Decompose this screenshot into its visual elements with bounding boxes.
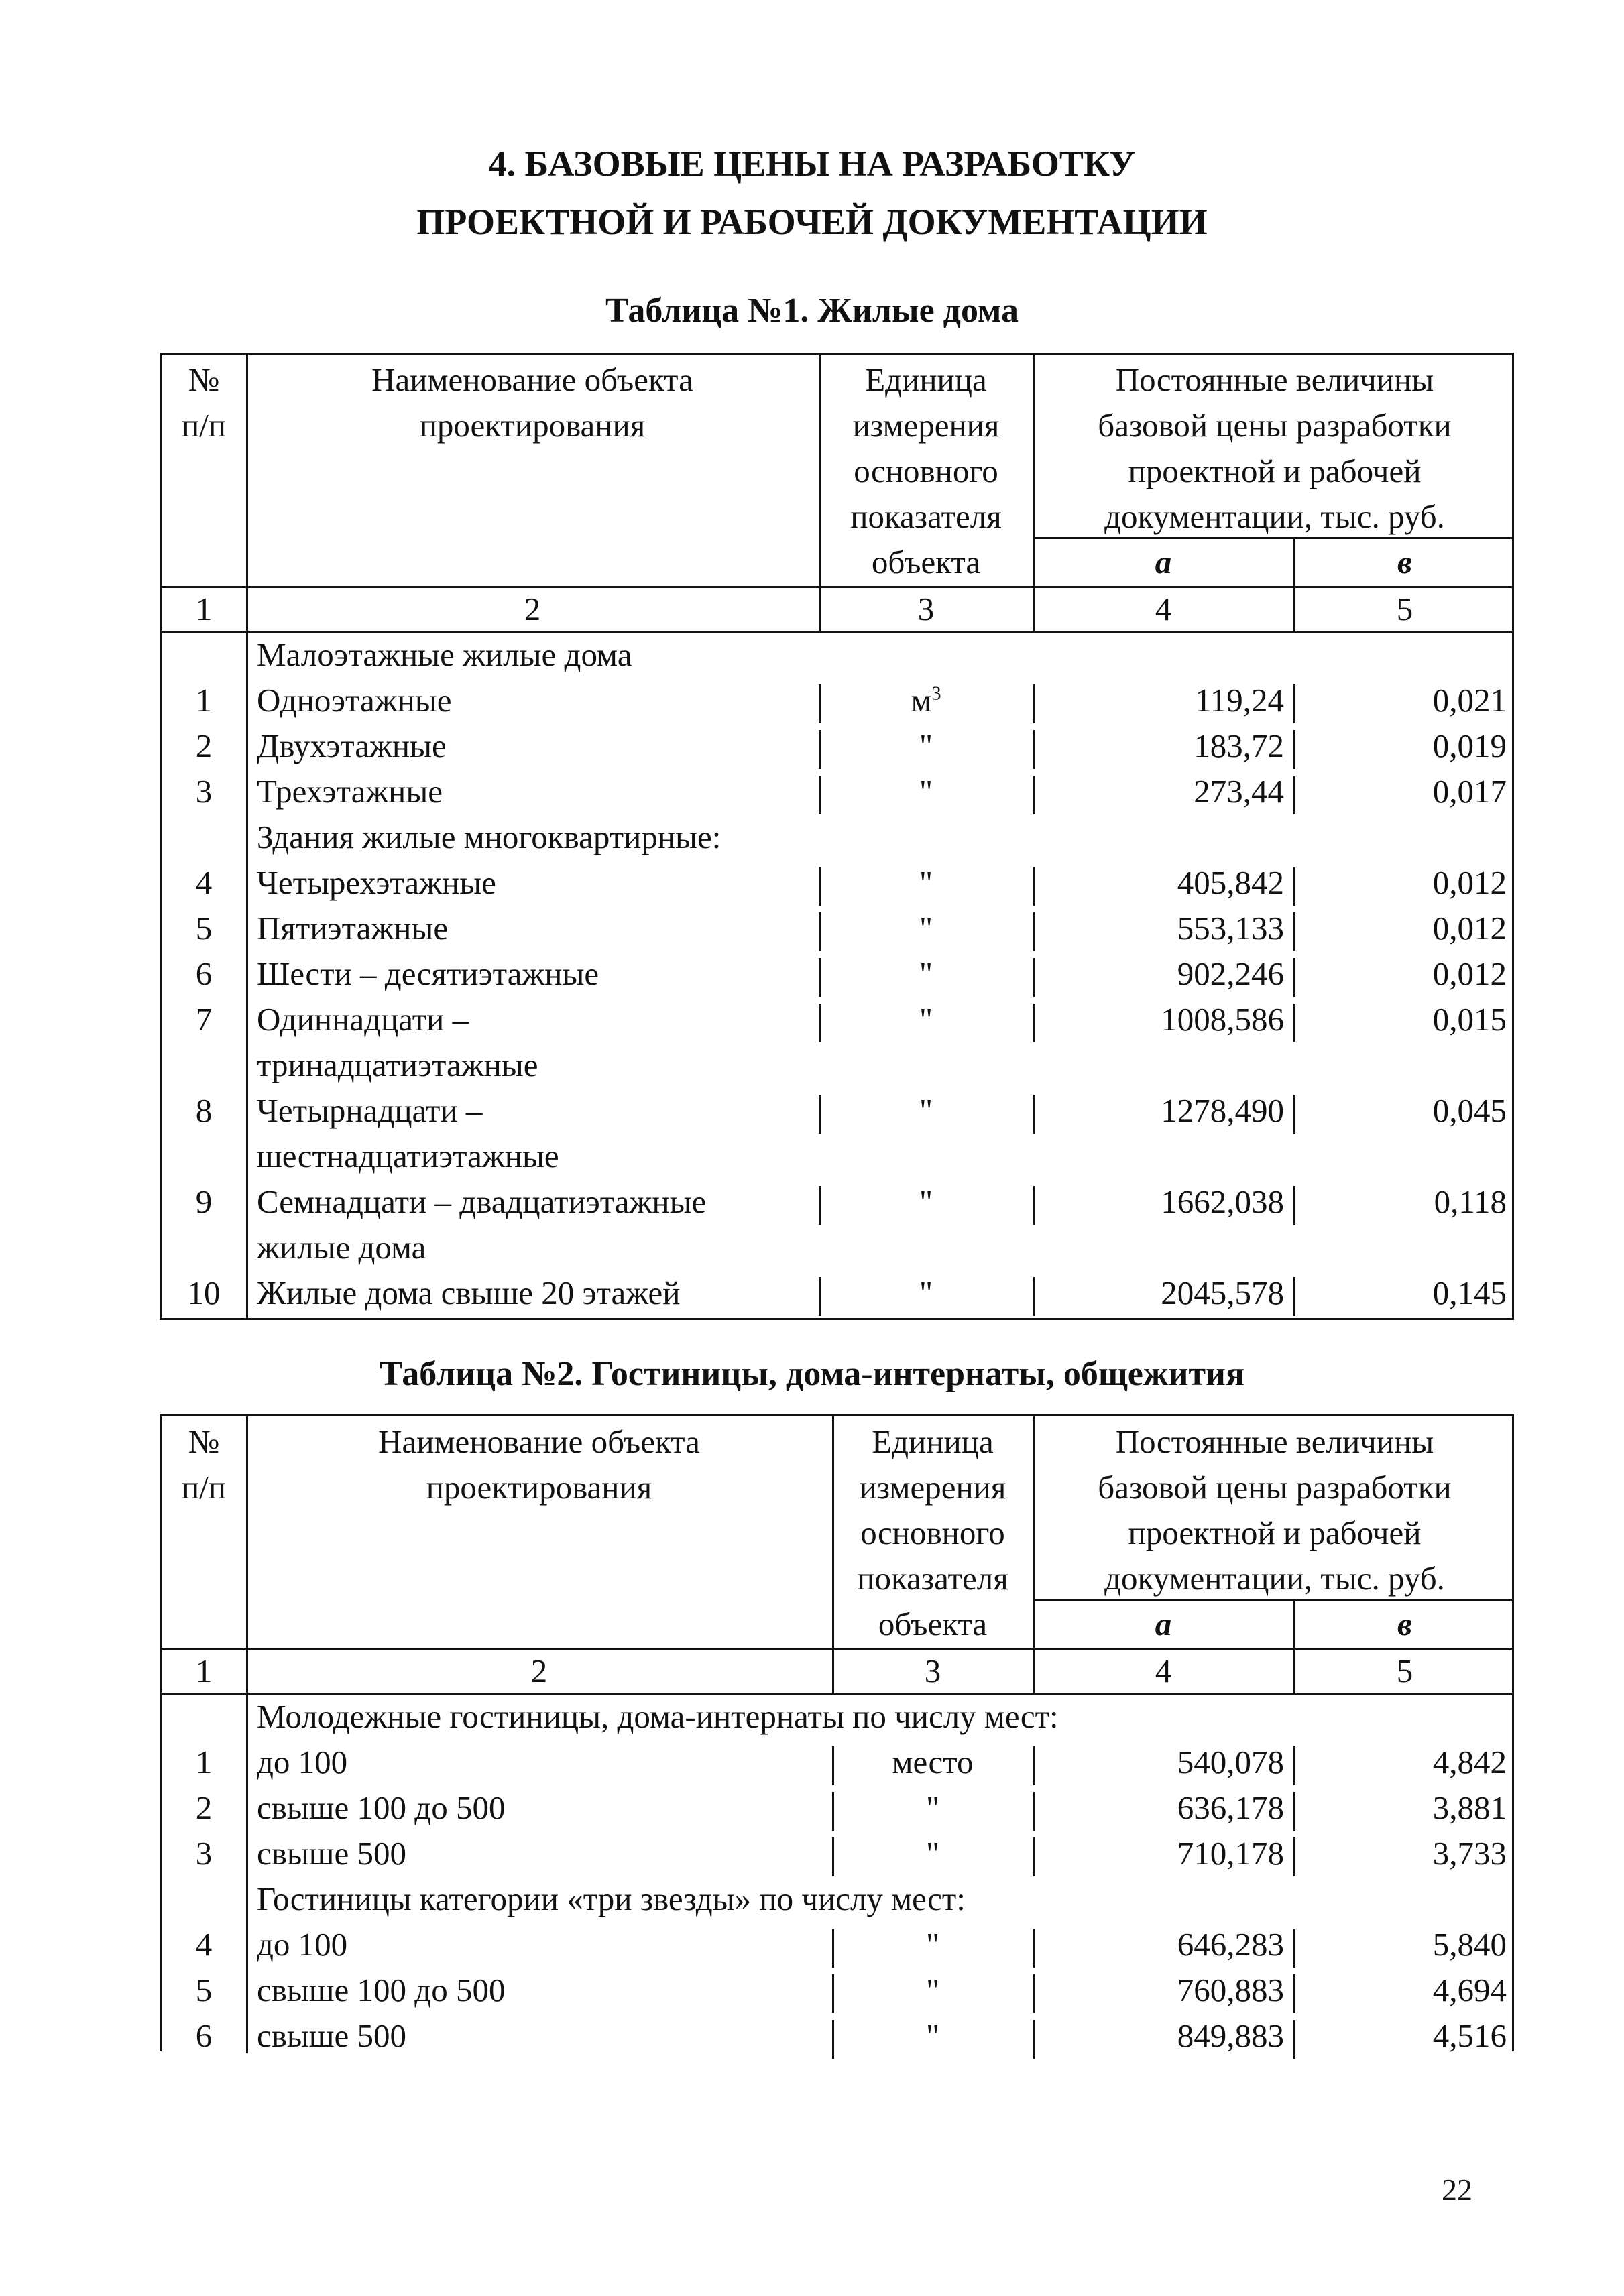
row-number: 8 <box>195 1092 213 1129</box>
row-value-b: 4,694 <box>1432 1972 1507 2008</box>
row-name: Двухэтажные <box>257 727 447 764</box>
unit-value: " <box>925 1926 939 1963</box>
row-value-a: 1278,490 <box>1161 1092 1284 1129</box>
row-name: свыше 500 <box>257 1835 407 1872</box>
row-value-a: 1008,586 <box>1161 1001 1284 1038</box>
row-value-b: 0,012 <box>1432 955 1507 992</box>
row-number: 6 <box>195 955 213 992</box>
column-index: 2 <box>524 591 541 627</box>
header-num: № <box>188 1423 220 1460</box>
row-number: 7 <box>195 1001 213 1038</box>
row-value-b: 4,516 <box>1432 2017 1507 2054</box>
group-heading: Гостиницы категории «три звезды» по числу мест: <box>257 1880 966 1917</box>
row-name: тринадцатиэтажные <box>257 1046 538 1083</box>
unit-value: " <box>925 1789 939 1826</box>
column-divider <box>246 631 248 1318</box>
unit-value: " <box>919 727 933 764</box>
header-constants: документации, тыс. руб. <box>1104 1560 1445 1597</box>
unit-value: " <box>919 1274 933 1311</box>
unit-value: " <box>925 1972 939 2008</box>
column-index: 5 <box>1396 1652 1413 1689</box>
header-constants: Постоянные величины <box>1115 361 1434 398</box>
row-value-b: 3,733 <box>1432 1835 1507 1872</box>
row-unit <box>832 2013 1033 2059</box>
row-value-a: 119,24 <box>1195 682 1284 719</box>
row-number: 4 <box>195 1926 213 1963</box>
row-number: 1 <box>195 1744 213 1780</box>
row-value-a: 405,842 <box>1177 864 1284 901</box>
unit-value: " <box>919 864 933 901</box>
unit-value: " <box>919 910 933 947</box>
header-unit: Единица <box>872 1423 994 1460</box>
row-unit <box>819 1270 1033 1316</box>
group-heading: Молодежные гостиницы, дома-интернаты по числу мест: <box>257 1698 1059 1735</box>
row-unit <box>819 723 1033 769</box>
row-name: Шести – десятиэтажные <box>257 955 599 992</box>
row-value-a: 710,178 <box>1177 1835 1284 1872</box>
unit-value: " <box>925 1835 939 1872</box>
row-unit <box>819 997 1033 1042</box>
column-index: 4 <box>1155 591 1172 627</box>
column-divider <box>246 1693 248 2053</box>
row-name: Четырнадцати – <box>257 1092 483 1129</box>
row-unit <box>819 769 1033 814</box>
row-unit <box>832 1922 1033 1968</box>
row-unit <box>832 1831 1033 1876</box>
header-constants: проектной и рабочей <box>1128 452 1422 489</box>
row-value-a: 849,883 <box>1177 2017 1284 2054</box>
row-name: Трехэтажные <box>257 773 443 810</box>
unit-value: " <box>919 955 933 992</box>
row-name: Четырехэтажные <box>257 864 496 901</box>
page-title-line-2: ПРОЕКТНОЙ И РАБОЧЕЙ ДОКУМЕНТАЦИИ <box>416 202 1208 242</box>
column-index: 3 <box>917 591 935 627</box>
row-name: жилые дома <box>257 1229 426 1266</box>
row-unit <box>819 951 1033 997</box>
header-unit: основного <box>854 452 998 489</box>
header-sub-a: а <box>1155 1606 1172 1642</box>
row-unit <box>819 1088 1033 1134</box>
row-value-b: 0,021 <box>1432 682 1507 719</box>
unit-value: " <box>925 2017 939 2054</box>
header-name: Наименование объекта <box>378 1423 700 1460</box>
table-2-caption: Таблица №2. Гостиницы, дома-интернаты, общежития <box>379 1355 1245 1393</box>
row-value-b: 0,012 <box>1432 864 1507 901</box>
group-heading: Малоэтажные жилые дома <box>257 636 632 673</box>
column-index: 1 <box>195 1652 213 1689</box>
row-value-a: 553,133 <box>1177 910 1284 947</box>
row-unit <box>819 1179 1033 1225</box>
header-unit: показателя <box>857 1560 1008 1597</box>
table-2-hotels-dormitories <box>160 1414 1514 2054</box>
row-unit <box>832 1740 1033 1785</box>
row-number: 2 <box>195 727 213 764</box>
row-value-a: 273,44 <box>1194 773 1284 810</box>
row-unit <box>832 1785 1033 1831</box>
row-value-a: 902,246 <box>1177 955 1284 992</box>
page-title-line-1: 4. БАЗОВЫЕ ЦЕНЫ НА РАЗРАБОТКУ <box>488 143 1136 184</box>
header-unit: объекта <box>871 544 981 581</box>
row-value-a: 183,72 <box>1194 727 1284 764</box>
column-index: 3 <box>924 1652 941 1689</box>
row-value-a: 646,283 <box>1177 1926 1284 1963</box>
header-num: № <box>188 361 220 398</box>
row-number: 9 <box>195 1183 213 1220</box>
row-number: 4 <box>195 864 213 901</box>
header-name: Наименование объекта <box>371 361 693 398</box>
row-number: 1 <box>195 682 213 719</box>
header-sub-b: в <box>1397 544 1412 581</box>
unit-value: " <box>919 1001 933 1038</box>
row-value-b: 3,881 <box>1432 1789 1507 1826</box>
row-name: шестнадцатиэтажные <box>257 1138 559 1174</box>
row-number: 3 <box>195 773 213 810</box>
unit-value: " <box>919 1092 933 1129</box>
row-number: 5 <box>195 910 213 947</box>
row-name: свыше 100 до 500 <box>257 1789 506 1826</box>
row-value-b: 0,015 <box>1432 1001 1507 1038</box>
row-value-b: 4,842 <box>1432 1744 1507 1780</box>
row-number: 2 <box>195 1789 213 1826</box>
unit-value: м <box>911 682 932 719</box>
column-index: 2 <box>530 1652 548 1689</box>
row-value-a: 760,883 <box>1177 1972 1284 2008</box>
row-number: 6 <box>195 2017 213 2054</box>
row-name: свыше 100 до 500 <box>257 1972 506 2008</box>
row-name: Пятиэтажные <box>257 910 449 947</box>
row-name: свыше 500 <box>257 2017 407 2054</box>
row-value-b: 0,012 <box>1432 910 1507 947</box>
table-1-caption: Таблица №1. Жилые дома <box>605 292 1019 330</box>
row-value-a: 2045,578 <box>1161 1274 1284 1311</box>
row-value-b: 0,017 <box>1432 773 1507 810</box>
row-value-b: 0,019 <box>1432 727 1507 764</box>
unit-superscript: 3 <box>931 683 941 705</box>
row-value-b: 5,840 <box>1432 1926 1507 1963</box>
row-name: Семнадцати – двадцатиэтажные <box>257 1183 707 1220</box>
row-number: 3 <box>195 1835 213 1872</box>
header-sub-a: а <box>1155 544 1172 581</box>
header-constants: документации, тыс. руб. <box>1104 498 1445 535</box>
column-index: 5 <box>1396 591 1413 627</box>
row-name: до 100 <box>257 1926 348 1963</box>
header-num: п/п <box>181 407 227 444</box>
column-index: 1 <box>195 591 213 627</box>
header-num: п/п <box>181 1469 227 1506</box>
header-constants: базовой цены разработки <box>1098 1469 1452 1506</box>
row-value-b: 0,118 <box>1434 1183 1507 1220</box>
header-constants: проектной и рабочей <box>1128 1514 1422 1551</box>
header-name: проектирования <box>426 1469 652 1506</box>
row-unit <box>819 860 1033 906</box>
header-unit: основного <box>860 1514 1005 1551</box>
row-value-b: 0,045 <box>1432 1092 1507 1129</box>
row-name: Одноэтажные <box>257 682 452 719</box>
row-number: 10 <box>187 1274 221 1311</box>
row-unit <box>819 678 1033 723</box>
header-unit: измерения <box>852 407 1000 444</box>
header-unit: показателя <box>850 498 1002 535</box>
row-value-a: 540,078 <box>1177 1744 1284 1780</box>
unit-value: место <box>892 1744 974 1780</box>
unit-value: " <box>919 773 933 810</box>
header-sub-b: в <box>1397 1606 1412 1642</box>
row-value-a: 636,178 <box>1177 1789 1284 1826</box>
page-number: 22 <box>1442 2173 1472 2207</box>
header-unit: Единица <box>865 361 987 398</box>
row-name: до 100 <box>257 1744 348 1780</box>
row-name: Одиннадцати – <box>257 1001 469 1038</box>
group-heading: Здания жилые многоквартирные: <box>257 819 721 855</box>
unit-value: " <box>919 1183 933 1220</box>
header-unit: измерения <box>859 1469 1006 1506</box>
header-constants: Постоянные величины <box>1115 1423 1434 1460</box>
row-number: 5 <box>195 1972 213 2008</box>
row-unit <box>819 906 1033 951</box>
header-unit: объекта <box>878 1606 988 1642</box>
table-1-residential-buildings <box>160 353 1514 1320</box>
header-name: проектирования <box>419 407 646 444</box>
row-unit <box>832 1968 1033 2013</box>
row-value-a: 1662,038 <box>1161 1183 1284 1220</box>
row-name: Жилые дома свыше 20 этажей <box>257 1274 681 1311</box>
column-index: 4 <box>1155 1652 1172 1689</box>
header-constants: базовой цены разработки <box>1098 407 1452 444</box>
row-value-b: 0,145 <box>1432 1274 1507 1311</box>
